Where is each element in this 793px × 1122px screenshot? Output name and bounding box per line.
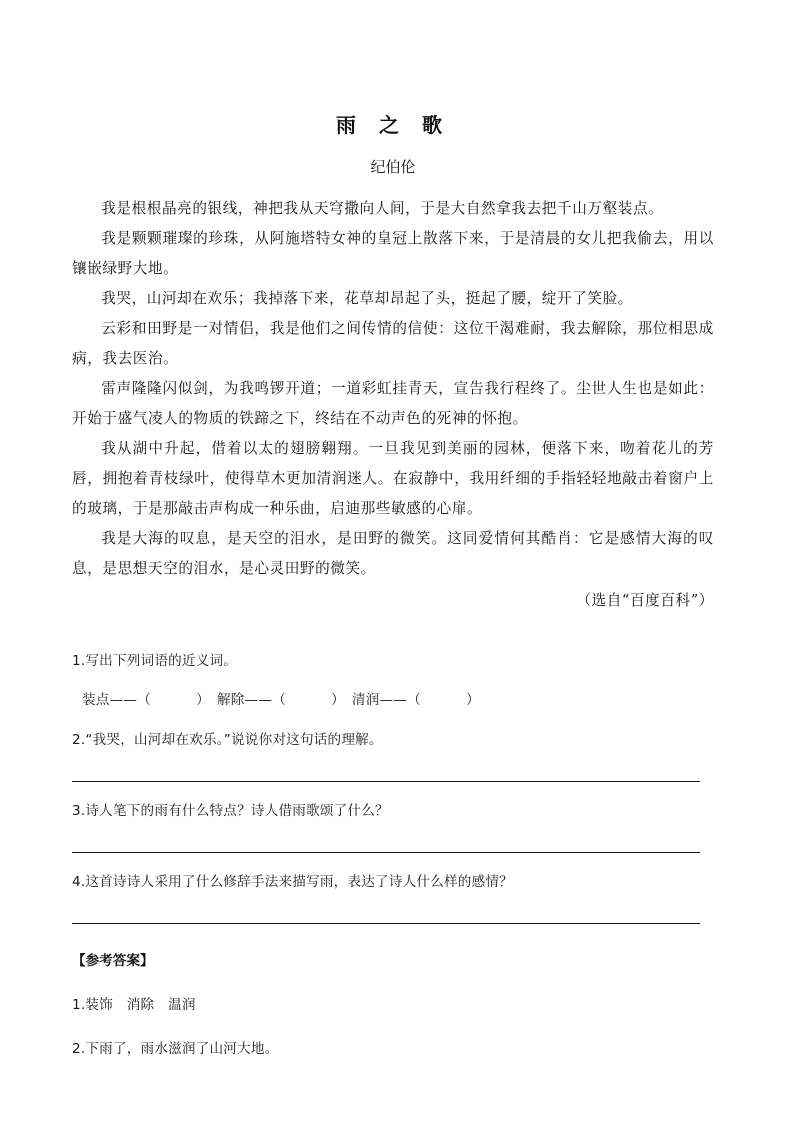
question-4-text: 4.这首诗诗人采用了什么修辞手法来描写雨，表达了诗人什么样的感情？ — [72, 874, 513, 890]
prose-body — [72, 176, 714, 616]
prose-paragraph: 我是颗颗璀璨的珍珠，从阿施塔特女神的皇冠上散落下来，于是清晨的女儿把我偷去，用以镶嵌绿野大地。 — [72, 230, 714, 277]
question-1-blanks[interactable]: 装点——（ ） 解除——（ ） 清润——（ ） — [82, 692, 480, 708]
answer-key-section — [72, 924, 714, 1060]
answer-key-item: 1.装饰 消除 温润 — [72, 997, 196, 1013]
prose-paragraph: 云彩和田野是一对情侣，我是他们之间传情的信使：这位干渴难耐，我去解除，那位相思成病，我去医治。 — [72, 320, 714, 367]
question-3-text: 3.诗人笔下的雨有什么特点？诗人借雨歌颂了什么？ — [72, 803, 389, 819]
source-attribution: （选自“百度百科”） — [576, 592, 714, 609]
page-title: 雨 之 歌 — [336, 113, 450, 137]
prose-paragraph: 我是根根晶亮的银线，神把我从天穹撒向人间，于是大自然拿我去把千山万壑装点。 — [101, 200, 664, 217]
question-2-text: 2.“我哭，山河却在欢乐。”说说你对这句话的理解。 — [72, 732, 383, 748]
page-content — [72, 0, 714, 1060]
question-1-text: 1.写出下列词语的近义词。 — [72, 653, 238, 669]
prose-paragraph: 我是大海的叹息，是天空的泪水，是田野的微笑。这同爱情何其酷肖：它是感情大海的叹息，是思想天空的泪水，是心灵田野的微笑。 — [72, 530, 714, 577]
author-name: 纪伯伦 — [370, 158, 416, 176]
questions-section — [72, 616, 714, 924]
answer-key-heading: 【参考答案】 — [72, 953, 154, 969]
prose-paragraph: 我从湖中升起，借着以太的翅膀翱翔。一旦我见到美丽的园林，便落下来，吻着花儿的芳唇，拥抱着青枝绿叶，使得草木更加清润迷人。在寂静中，我用纤细的手指轻轻地敲击着窗户上的玻璃，于是那敲击声构成一种乐曲，启迪那些敏感的心扉。 — [72, 440, 714, 517]
prose-paragraph: 雷声隆隆闪似剑，为我鸣锣开道；一道彩虹挂青天，宣告我行程终了。尘世人生也是如此：开始于盛气凌人的物质的铁蹄之下，终结在不动声色的死神的怀抱。 — [72, 380, 714, 427]
prose-paragraph: 我哭，山河却在欢乐；我掉落下来，花草却昂起了头，挺起了腰，绽开了笑脸。 — [101, 290, 633, 307]
answer-key-item: 2.下雨了，雨水滋润了山河大地。 — [72, 1041, 279, 1057]
